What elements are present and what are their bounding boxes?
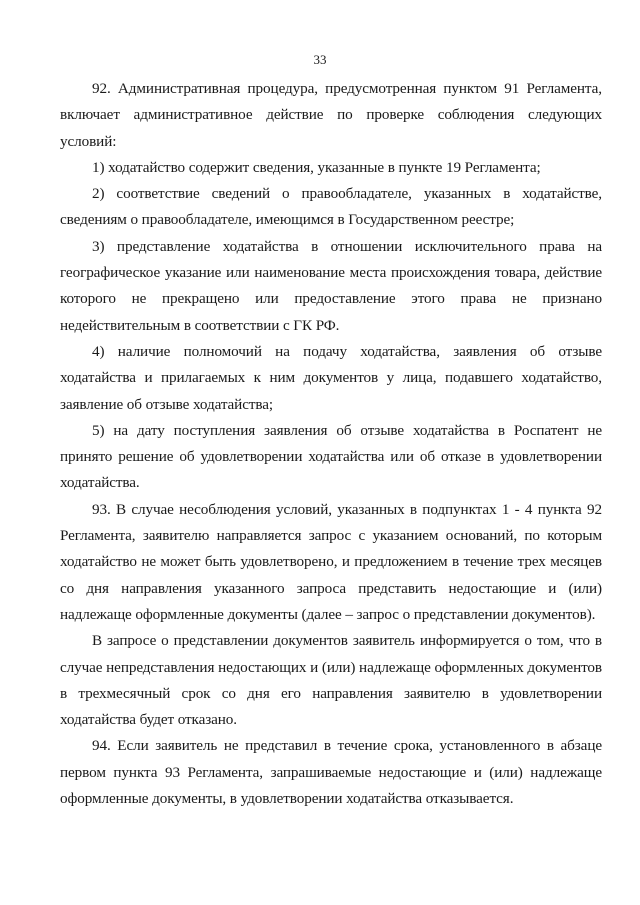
- paragraph-93-notice: В запросе о представлении документов заявитель информируется о том, что в случае непредставления недостающих и (или) надлежаще оформленных документов в трехмесячный срок со дня его направления заявителю в удовлетворении ходатайства будет отказано.: [60, 632, 602, 729]
- list-item-2: 2) соответствие сведений о правообладателе, указанных в ходатайстве, сведениям о правообладателе, имеющимся в Государственном реестре;: [60, 185, 602, 229]
- paragraph-93: 93. В случае несоблюдения условий, указанных в подпунктах 1 - 4 пункта 92 Регламента, заявителю направляется запрос с указанием оснований, по которым ходатайство не может быть удовлетворено, и предложением в течение трех месяцев со дня направления указанного запроса представить недостающие и (или) надлежаще оформленные документы (далее – запрос о представлении документов).: [60, 500, 602, 623]
- list-item-5: 5) на дату поступления заявления об отзыве ходатайства в Роспатент не принято решение об удовлетворении ходатайства или об отказе в удовлетворении ходатайства.: [60, 421, 602, 492]
- paragraph-92: 92. Административная процедура, предусмотренная пунктом 91 Регламента, включает административное действие по проверке соблюдения следующих условий:: [60, 80, 602, 150]
- list-item-1: 1) ходатайство содержит сведения, указанные в пункте 19 Регламента;: [92, 158, 541, 176]
- document-body: [60, 76, 602, 812]
- list-item-3: 3) представление ходатайства в отношении исключительного права на географическое указание или наименование места происхождения товара, действие которого не прекращено или предоставление этого права не признано недействительным в соответствии с ГК РФ.: [60, 237, 602, 334]
- page-number: 33: [313, 52, 327, 67]
- list-item-4: 4) наличие полномочий на подачу ходатайства, заявления об отзыве ходатайства и прилагаемых к ним документов у лица, подавшего ходатайство, заявление об отзыве ходатайства;: [60, 342, 602, 413]
- paragraph-94: 94. Если заявитель не представил в течение срока, установленного в абзаце первом пункта 93 Регламента, запрашиваемые недостающие и (или) надлежаще оформленные документы, в удовлетворении ходатайства отказывается.: [60, 737, 602, 808]
